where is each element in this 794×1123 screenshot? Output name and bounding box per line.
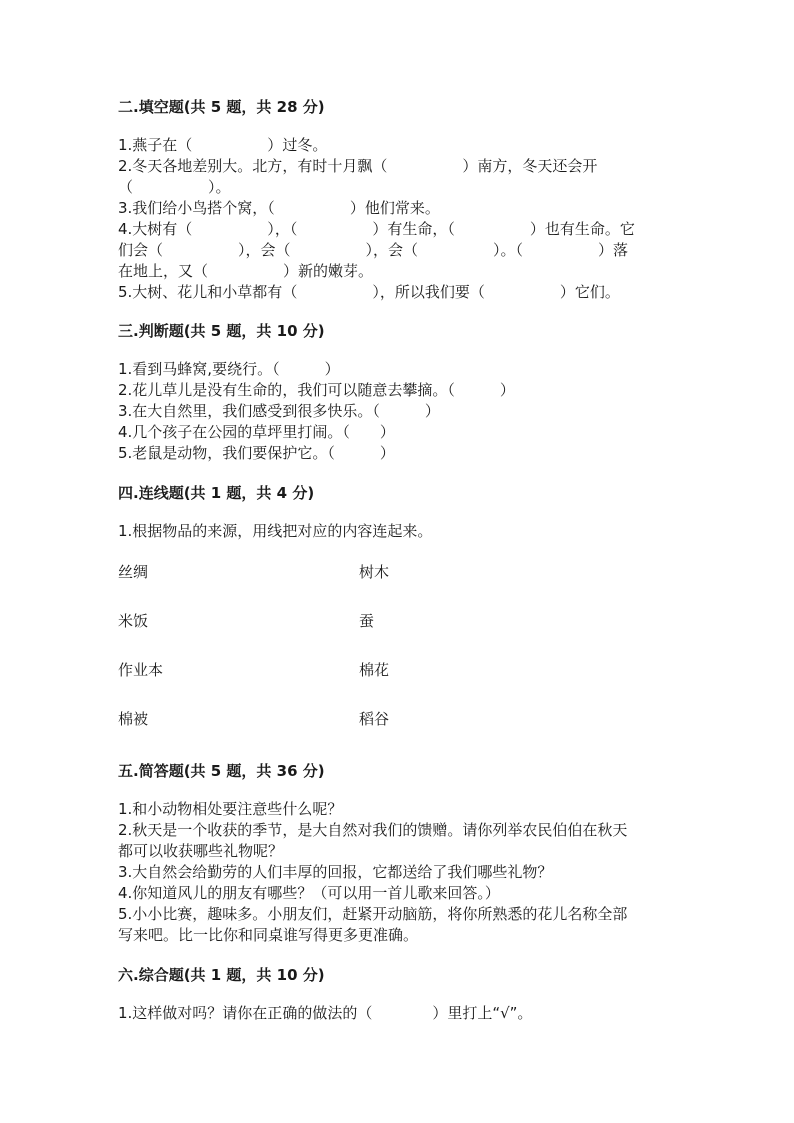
section-title-fill-blank: 二.填空题(共 5 题，共 28 分) <box>118 98 325 116</box>
question-line: 2.冬天各地差别大。北方，有时十月飘（ ）南方，冬天还会开 <box>118 157 598 175</box>
question-line: 5.大树、花儿和小草都有（ ），所以我们要（ ）它们。 <box>118 283 620 301</box>
match-right-item: 树木 <box>359 563 390 581</box>
match-right-item: 蚕 <box>359 612 375 630</box>
question-line: 3.大自然会给勤劳的人们丰厚的回报，它都送给了我们哪些礼物？ <box>118 863 553 881</box>
question-line: 5.老鼠是动物，我们要保护它。（ ） <box>118 444 395 462</box>
section-title-short-answer: 五.简答题(共 5 题，共 36 分) <box>118 762 325 780</box>
match-left-item: 丝绸 <box>118 563 149 581</box>
section-title-comprehensive: 六.综合题(共 1 题，共 10 分) <box>118 966 325 984</box>
question-line: 4.几个孩子在公园的草坪里打闹。（ ） <box>118 423 395 441</box>
match-right-item: 稻谷 <box>359 710 390 728</box>
question-line: （ ）。 <box>118 178 231 196</box>
question-line: 1.和小动物相处要注意些什么呢？ <box>118 800 343 818</box>
section-title-matching: 四.连线题(共 1 题，共 4 分) <box>118 484 315 502</box>
question-line: 2.秋天是一个收获的季节，是大自然对我们的馈赠。请你列举农民伯伯在秋天 <box>118 821 628 839</box>
question-line: 都可以收获哪些礼物呢？ <box>118 842 284 860</box>
question-line: 1.燕子在（ ）过冬。 <box>118 136 328 154</box>
question-line: 1.这样做对吗？请你在正确的做法的（ ）里打上“√”。 <box>118 1004 533 1022</box>
question-line: 4.大树有（ ），（ ）有生命，（ ）也有生命。它 <box>118 220 635 238</box>
question-line: 4.你知道风儿的朋友有哪些？（可以用一首儿歌来回答。） <box>118 884 500 902</box>
question-line: 写来吧。比一比你和同桌谁写得更多更准确。 <box>118 926 419 944</box>
question-line: 5.小小比赛，趣味多。小朋友们，赶紧开动脑筋，将你所熟悉的花儿名称全部 <box>118 905 628 923</box>
match-left-item: 米饭 <box>118 612 149 630</box>
question-line: 3.我们给小鸟搭个窝，（ ）他们常来。 <box>118 199 440 217</box>
section-title-true-false: 三.判断题(共 5 题，共 10 分) <box>118 322 325 340</box>
match-left-item: 棉被 <box>118 710 149 728</box>
question-line: 们会（ ），会（ ），会（ ）。（ ）落 <box>118 241 629 259</box>
question-line: 1.看到马蜂窝,要绕行。（ ） <box>118 360 340 378</box>
match-left-item: 作业本 <box>118 661 164 679</box>
question-line: 1.根据物品的来源，用线把对应的内容连起来。 <box>118 522 433 540</box>
match-right-item: 棉花 <box>359 661 390 679</box>
question-line: 3.在大自然里，我们感受到很多快乐。（ ） <box>118 402 440 420</box>
question-line: 在地上，又（ ）新的嫩芽。 <box>118 262 374 280</box>
question-line: 2.花儿草儿是没有生命的，我们可以随意去攀摘。（ ） <box>118 381 515 399</box>
